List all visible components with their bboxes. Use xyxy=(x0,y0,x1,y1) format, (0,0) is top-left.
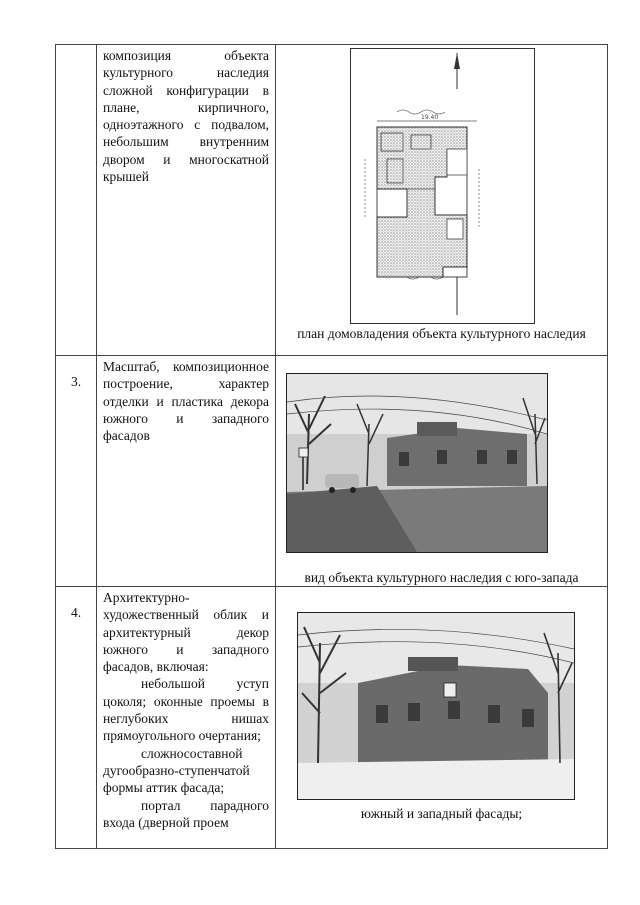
row-description: композиция объекта культурного наследия сложной конфигурации в плане, кирпичного, одноэтажного с подвалом, небольшим внутренним двором и многоскатной крышей xyxy=(103,48,269,185)
row-number-cell xyxy=(56,587,97,849)
row-description xyxy=(97,587,275,831)
image-caption: южный и западный фасады; xyxy=(360,806,523,821)
description-item: сложносоставной дугообразно-ступенчатой формы аттик фасада; xyxy=(103,745,250,796)
table-row xyxy=(56,356,608,587)
row-number: 3. xyxy=(70,374,82,389)
description-intro: Архитектурно-художественный облик и архитектурный декор южного и западного фасадов, включая: xyxy=(103,590,269,675)
south-west-facades-photo xyxy=(297,612,575,800)
row-description: Масштаб, композиционное построение, характер отделки и пластика декора южного и западного фасадов xyxy=(103,359,269,444)
row-description-cell xyxy=(97,587,276,849)
row-number-cell xyxy=(56,356,97,587)
site-plan-drawing xyxy=(350,48,535,324)
row-description-cell xyxy=(97,356,276,587)
description-item: небольшой уступ цоколя; оконные проемы в неглубоких нишах прямоугольного очертания; xyxy=(103,676,269,744)
table-row xyxy=(56,45,608,356)
row-number-cell xyxy=(56,45,97,356)
row-image-cell xyxy=(276,45,608,356)
image-caption: вид объекта культурного наследия с юго-запада xyxy=(304,570,579,585)
dimension-label: 19.40 xyxy=(421,114,439,121)
heritage-table xyxy=(55,44,608,849)
row-description-cell xyxy=(97,45,276,356)
row-number xyxy=(56,45,96,62)
southwest-view-photo xyxy=(286,373,548,553)
description-item: портал парадного входа (дверной проем xyxy=(103,797,269,830)
row-image-cell xyxy=(276,356,608,587)
image-caption: план домовладения объекта культурного наследия xyxy=(297,326,586,341)
row-image-cell xyxy=(276,587,608,849)
table-row xyxy=(56,587,608,849)
row-number: 4. xyxy=(70,605,82,620)
